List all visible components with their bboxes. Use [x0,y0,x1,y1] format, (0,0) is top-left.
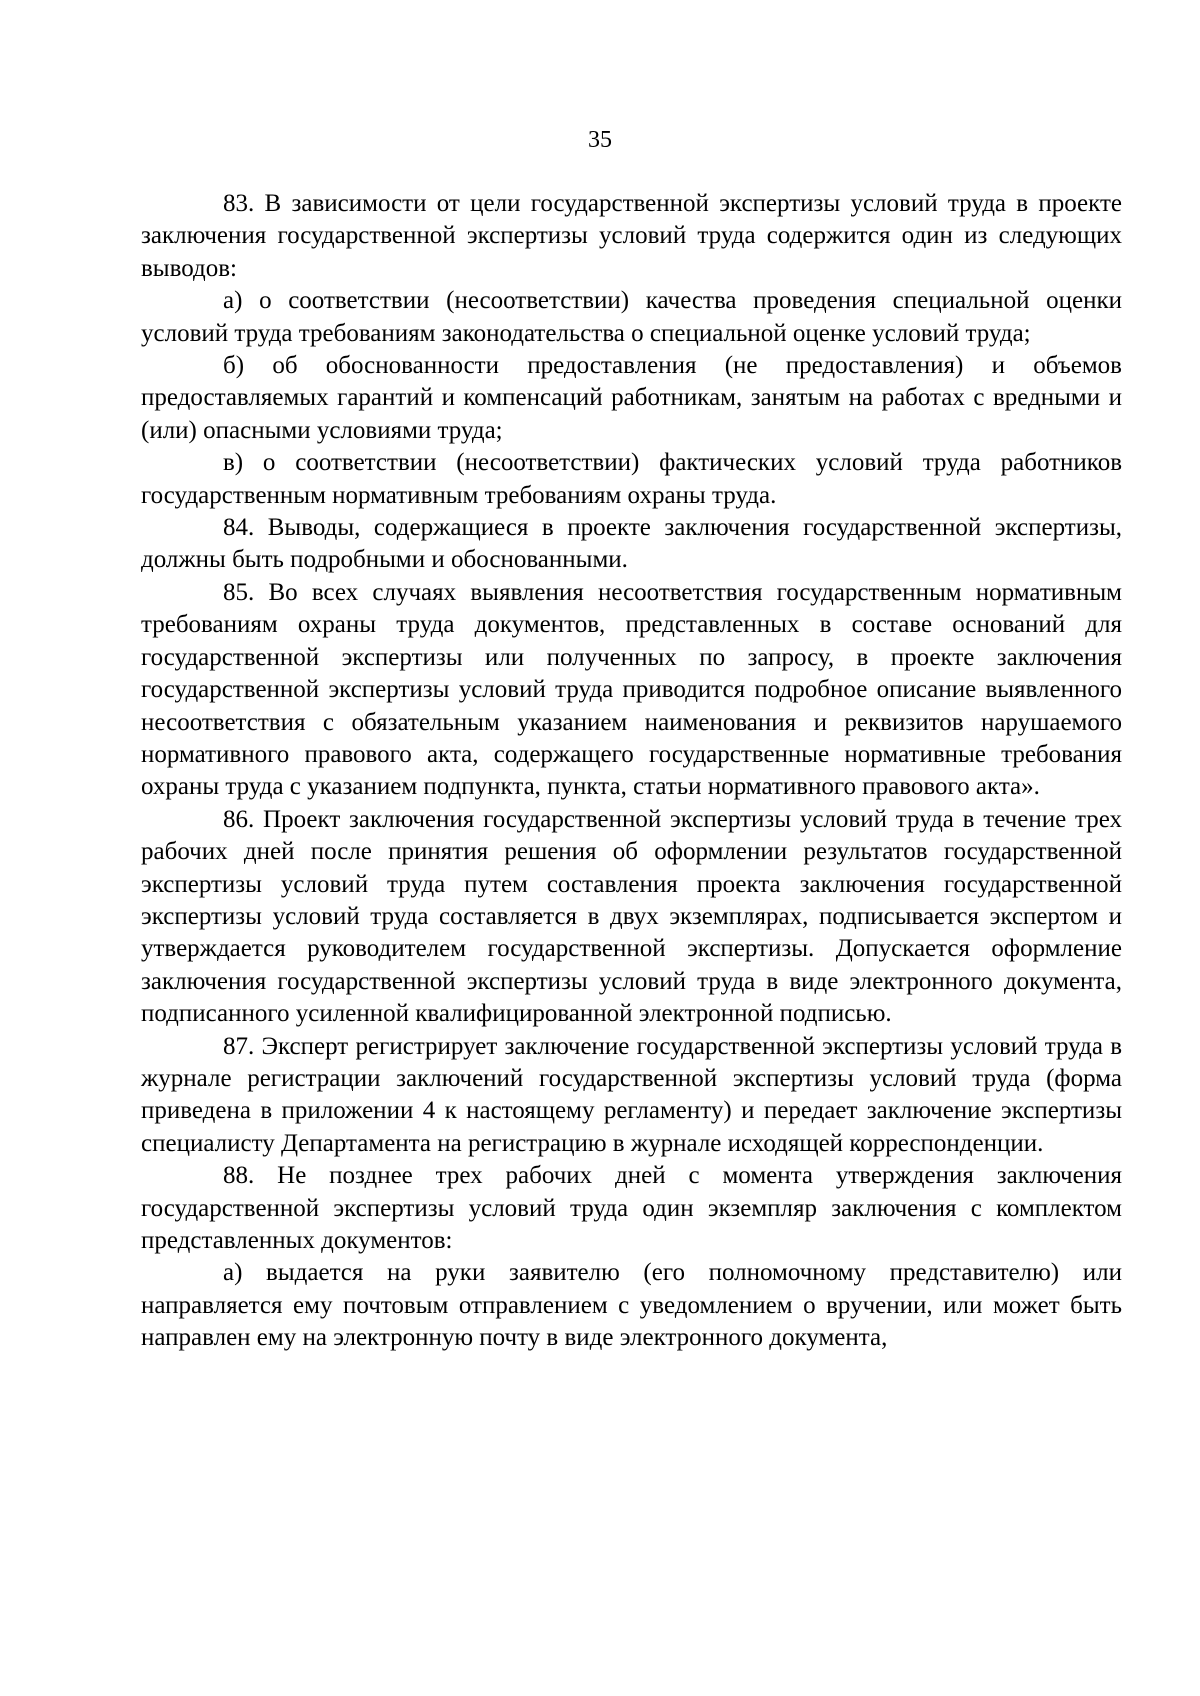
paragraph-83-b: б) об обоснованности предоставления (не предоставления) и объемов предоставляемых гарантий и компенсаций работникам, занятым на работах с вредными и (или) опасными условиями труда; [141,352,1122,444]
page-number: 35 [588,127,612,153]
paragraph-83: 83. В зависимости от цели государственной экспертизы условий труда в проекте заключения государственной экспертизы условий труда содержится один из следующих выводов: [141,190,1122,282]
paragraph-88: 88. Не позднее трех рабочих дней с момента утверждения заключения государственной экспертизы условий труда один экземпляр заключения с комплектом представленных документов: [141,1162,1122,1254]
paragraph-85: 85. Во всех случаях выявления несоответствия государственным нормативным требованиям охраны труда документов, представленных в составе оснований для государственной экспертизы или полученных по запросу, в проекте заключения государственной экспертизы условий труда приводится подробное описание выявленного несоответствия с обязательным указанием наименования и реквизитов нарушаемого нормативного правового акта, содержащего государственные нормативные требования охраны труда с указанием подпункта, пункта, статьи нормативного правового акта». [141,578,1122,801]
paragraph-84: 84. Выводы, содержащиеся в проекте заключения государственной экспертизы, должны быть подробными и обоснованными. [141,514,1122,574]
paragraph-86: 86. Проект заключения государственной экспертизы условий труда в течение трех рабочих дней после принятия решения об оформлении результатов государственной экспертизы условий труда путем составления проекта заключения государственной экспертизы условий труда составляется в двух экземплярах, подписывается экспертом и утверждается руководителем государственной экспертизы. Допускается оформление заключения государственной экспертизы условий труда в виде электронного документа, подписанного усиленной квалифицированной электронной подписью. [141,805,1122,1028]
paragraph-87: 87. Эксперт регистрирует заключение государственной экспертизы условий труда в журнале регистрации заключений государственной экспертизы условий труда (форма приведена в приложении 4 к настоящему регламенту) и передает заключение экспертизы специалисту Департамента на регистрацию в журнале исходящей корреспонденции. [141,1032,1122,1157]
paragraph-83-a: а) о соответствии (несоответствии) качества проведения специальной оценки условий труда требованиям законодательства о специальной оценке условий труда; [141,287,1122,347]
document-body [141,188,1122,1355]
paragraph-83-v: в) о соответствии (несоответствии) фактических условий труда работников государственным нормативным требованиям охраны труда. [141,449,1122,509]
paragraph-88-a: а) выдается на руки заявителю (его полномочному представителю) или направляется ему почтовым отправлением с уведомлением о вручении, или может быть направлен ему на электронную почту в виде электронного документа, [141,1259,1122,1352]
